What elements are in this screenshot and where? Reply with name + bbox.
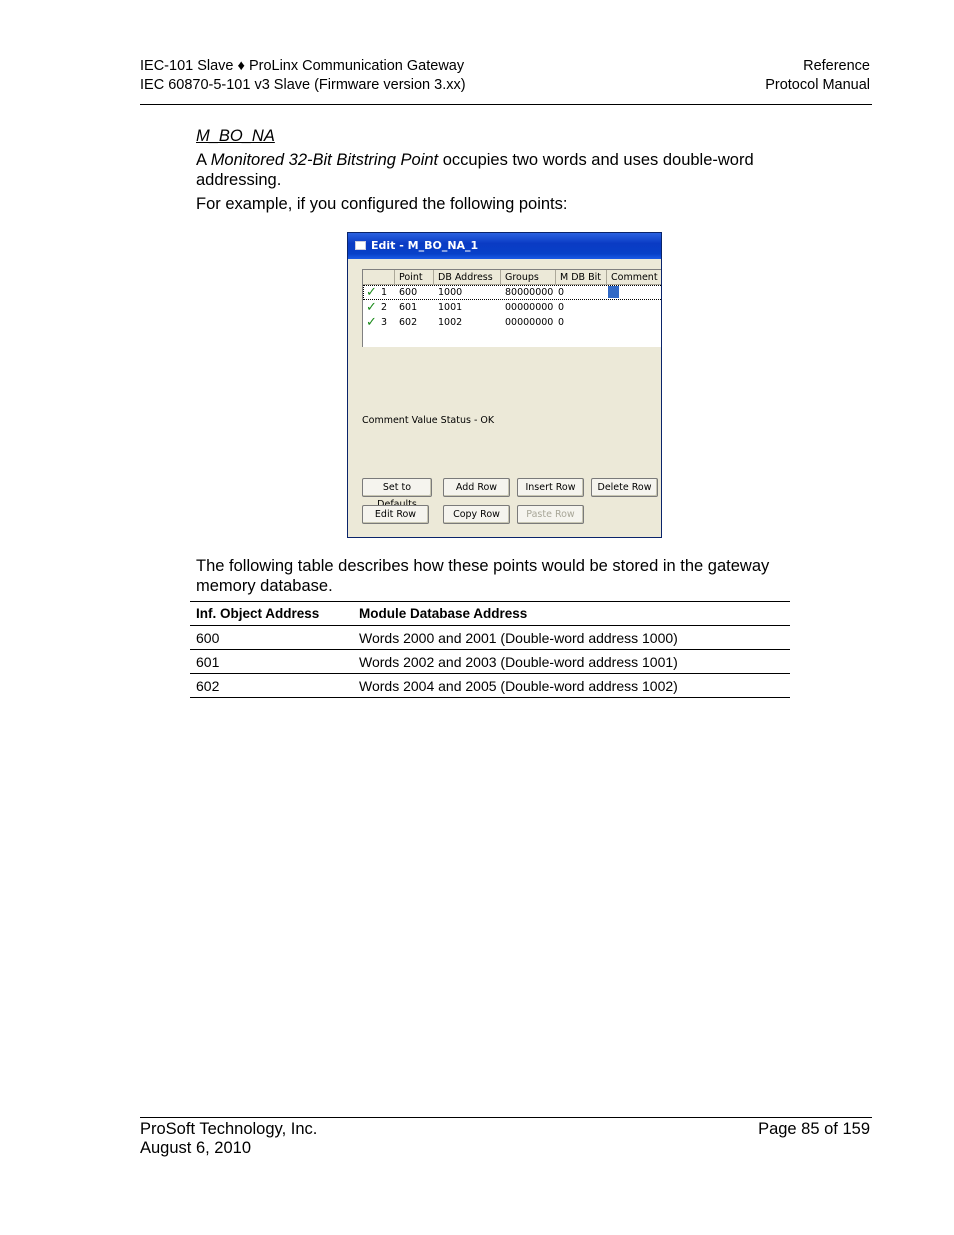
grid-header-db-address[interactable]: DB Address <box>434 270 501 285</box>
grid-row[interactable] <box>363 285 662 300</box>
grid-row[interactable] <box>363 315 662 330</box>
para1-italic: Monitored 32-Bit Bitstring Point <box>210 151 439 169</box>
set-defaults-button[interactable]: Set to <box>362 478 432 497</box>
header-rule <box>140 104 872 105</box>
row-m-db-bit: 0 <box>558 302 565 313</box>
dialog-title: Edit - M_BO_NA_1 <box>371 239 479 252</box>
para1-suffix: occupies two words and uses double-word addressing. <box>196 151 754 189</box>
row-groups: 00000000 <box>505 317 554 328</box>
selected-comment-cell[interactable] <box>608 286 619 298</box>
row-index: 3 <box>381 317 388 328</box>
row-index: 1 <box>381 287 388 298</box>
row-db-address: 1002 <box>438 317 463 328</box>
grid-header-point[interactable]: Point <box>395 270 434 285</box>
header-firmware-line: IEC 60870-5-101 v3 Slave (Firmware version 3.xx) <box>140 77 466 93</box>
cell-inf-object-address: 600 <box>190 626 353 650</box>
section-title: M_BO_NA <box>196 127 275 145</box>
page-header-left <box>140 57 466 95</box>
edit-row-button[interactable]: Edit Row <box>362 505 429 524</box>
row-db-address: 1000 <box>438 287 463 298</box>
col-header-inf-object-address: Inf. Object Address <box>190 602 353 626</box>
table-row <box>190 650 790 674</box>
delete-row-button[interactable]: Delete Row <box>591 478 658 497</box>
page-header-right <box>765 57 870 95</box>
table-header-row <box>190 602 790 626</box>
para1-prefix: A <box>196 151 211 169</box>
dialog-titlebar[interactable] <box>348 233 661 259</box>
row-db-address: 1001 <box>438 302 463 313</box>
cell-module-database-address: Words 2002 and 2003 (Double-word address 1001) <box>353 650 790 674</box>
copy-row-button[interactable]: Copy Row <box>443 505 510 524</box>
edit-dialog <box>347 232 662 538</box>
row-groups: 00000000 <box>505 302 554 313</box>
row-point: 602 <box>399 317 418 328</box>
row-m-db-bit: 0 <box>558 317 565 328</box>
insert-row-button[interactable]: Insert Row <box>517 478 584 497</box>
header-product-line: IEC-101 Slave ♦ ProLinx Communication Gateway <box>140 58 465 74</box>
cell-module-database-address: Words 2000 and 2001 (Double-word address 1000) <box>353 626 790 650</box>
header-manual: Protocol Manual <box>765 77 870 93</box>
window-icon <box>355 241 366 250</box>
footer-rule <box>140 1117 872 1118</box>
row-m-db-bit: 0 <box>558 287 565 298</box>
row-point: 600 <box>399 287 418 298</box>
table-row <box>190 674 790 698</box>
address-table <box>190 601 790 698</box>
row-point: 601 <box>399 302 418 313</box>
table-row <box>190 626 790 650</box>
footer-page-number: Page 85 of 159 <box>758 1120 870 1138</box>
add-row-button[interactable]: Add Row <box>443 478 510 497</box>
cell-inf-object-address: 601 <box>190 650 353 674</box>
cell-inf-object-address: 602 <box>190 674 353 698</box>
page-footer-left <box>140 1120 317 1158</box>
check-icon: ✓ <box>366 315 377 330</box>
col-header-module-database-address: Module Database Address <box>353 602 790 626</box>
footer-company: ProSoft Technology, Inc. <box>140 1120 318 1138</box>
header-reference: Reference <box>803 58 870 74</box>
example-paragraph: For example, if you configured the following points: <box>196 195 568 213</box>
points-grid[interactable] <box>362 269 662 347</box>
footer-date: August 6, 2010 <box>140 1139 252 1157</box>
intro-paragraph <box>196 150 796 190</box>
check-icon: ✓ <box>366 300 377 315</box>
comment-status: Comment Value Status - OK <box>362 415 495 426</box>
grid-header-comment[interactable]: Comment <box>607 270 662 285</box>
grid-header-index <box>363 270 395 285</box>
grid-header-groups[interactable]: Groups <box>501 270 556 285</box>
row-groups: 80000000 <box>505 287 554 298</box>
check-icon: ✓ <box>366 285 377 300</box>
cell-module-database-address: Words 2004 and 2005 (Double-word address 1002) <box>353 674 790 698</box>
paste-row-button: Paste Row <box>517 505 584 524</box>
grid-header-m-db-bit[interactable]: M DB Bit <box>556 270 607 285</box>
table-intro-paragraph: The following table describes how these points would be stored in the gateway memory database. <box>196 557 770 595</box>
row-index: 2 <box>381 302 388 313</box>
grid-row[interactable] <box>363 300 662 315</box>
